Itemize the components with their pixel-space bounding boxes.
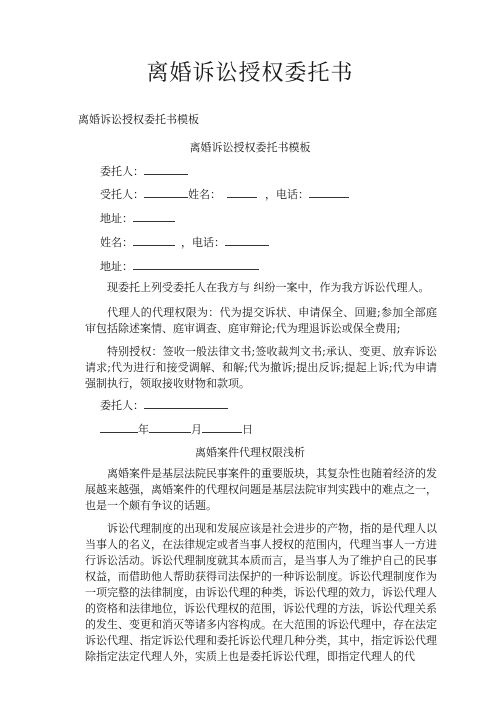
- address2-line: [100, 258, 259, 274]
- agent-line: [100, 186, 349, 202]
- address-label: 地址：: [100, 212, 133, 225]
- analysis-paragraph-1: 离婚案件是基层法院民事案件的重要版块，其复杂性也随着经济的发展越来越强，离婚案件的代理权问题是基层法院审判实践中的难点之一，也是一个颇有争议的话题。: [85, 467, 437, 512]
- template-heading: 离婚诉讼授权委托书模板: [189, 141, 311, 154]
- address-blank: [133, 211, 175, 222]
- client-sign-line: [100, 397, 228, 413]
- agent-label: 受托人：: [100, 188, 144, 201]
- analysis-paragraph-2: 诉讼代理制度的出现和发展应该是社会进步的产物，指的是代理人以当事人的名义，在法律规定或者当事人授权的范围内，代理当事人一方进行诉讼活动。诉讼代理制度就其本质而言，是当事人为了维护自己的民事权益，而借助他人帮助获得司法保护的一种诉讼制度。诉讼代理制度作为一项完整的法律制度，由诉讼代理的种类，诉讼代理的效力，诉讼代理人的资格和法律地位，诉讼代理权的范围，诉讼代理的方法，诉讼代理关系的发生、变更和消灭等诸多内容构成。在大范围的诉讼代理中，存在法定诉讼代理、指定诉讼代理和委托诉讼代理几种分类，其中，指定诉讼代理除指定法定代理人外，实质上也是委托诉讼代理，即指定代理人的代: [85, 522, 437, 663]
- address2-blank: [133, 259, 259, 270]
- phone2-blank: [225, 235, 269, 246]
- year-label: 年: [138, 423, 149, 436]
- month-label: 月: [191, 423, 202, 436]
- special-authorization-paragraph: 特别授权：签收一般法律文书;签收裁判文书;承认、变更、放弃诉讼请求;代为进行和接受调解、和解;代为撤诉;提出反诉;提起上诉;代为申请强制执行，领取接收财物和款项。: [85, 345, 437, 390]
- agent-blank: [144, 187, 188, 198]
- phone2-label: ，电话：: [181, 236, 225, 249]
- year-blank: [100, 422, 138, 433]
- agent-name-blank: [227, 187, 257, 198]
- agency-scope-paragraph: 代理人的代理权限为：代为提交诉状、申请保全、回避;参加全部庭审包括除述案情、庭审调查、庭审辩论;代为理退诉讼或保全费用;: [85, 306, 437, 335]
- day-label: 日: [242, 423, 253, 436]
- name2-label: 姓名：: [100, 236, 133, 249]
- day-blank: [202, 422, 242, 433]
- client-line: [100, 163, 188, 179]
- client-label: 委托人：: [100, 165, 144, 178]
- name2-line: [100, 234, 269, 250]
- month-blank: [149, 422, 191, 433]
- address-line: [100, 210, 175, 226]
- document-title: 离婚诉讼授权委托书: [146, 61, 354, 86]
- agent-name-label: 姓名：: [188, 188, 221, 201]
- client-sign-label: 委托人：: [100, 399, 144, 412]
- client-sign-blank: [144, 398, 228, 409]
- commission-paragraph: 现委托上列受委托人在我方与 纠纷一案中，作为我方诉讼代理人。: [107, 281, 430, 294]
- analysis-heading: 离婚案件代理权限浅析: [195, 446, 305, 459]
- address2-label: 地址：: [100, 260, 133, 273]
- name2-blank: [133, 235, 175, 246]
- client-blank: [144, 164, 188, 175]
- agent-phone-blank: [309, 187, 349, 198]
- date-line: [100, 421, 253, 437]
- template-subtitle: 离婚诉讼授权委托书模板: [78, 113, 199, 126]
- agent-phone-label: ，电话：: [265, 188, 309, 201]
